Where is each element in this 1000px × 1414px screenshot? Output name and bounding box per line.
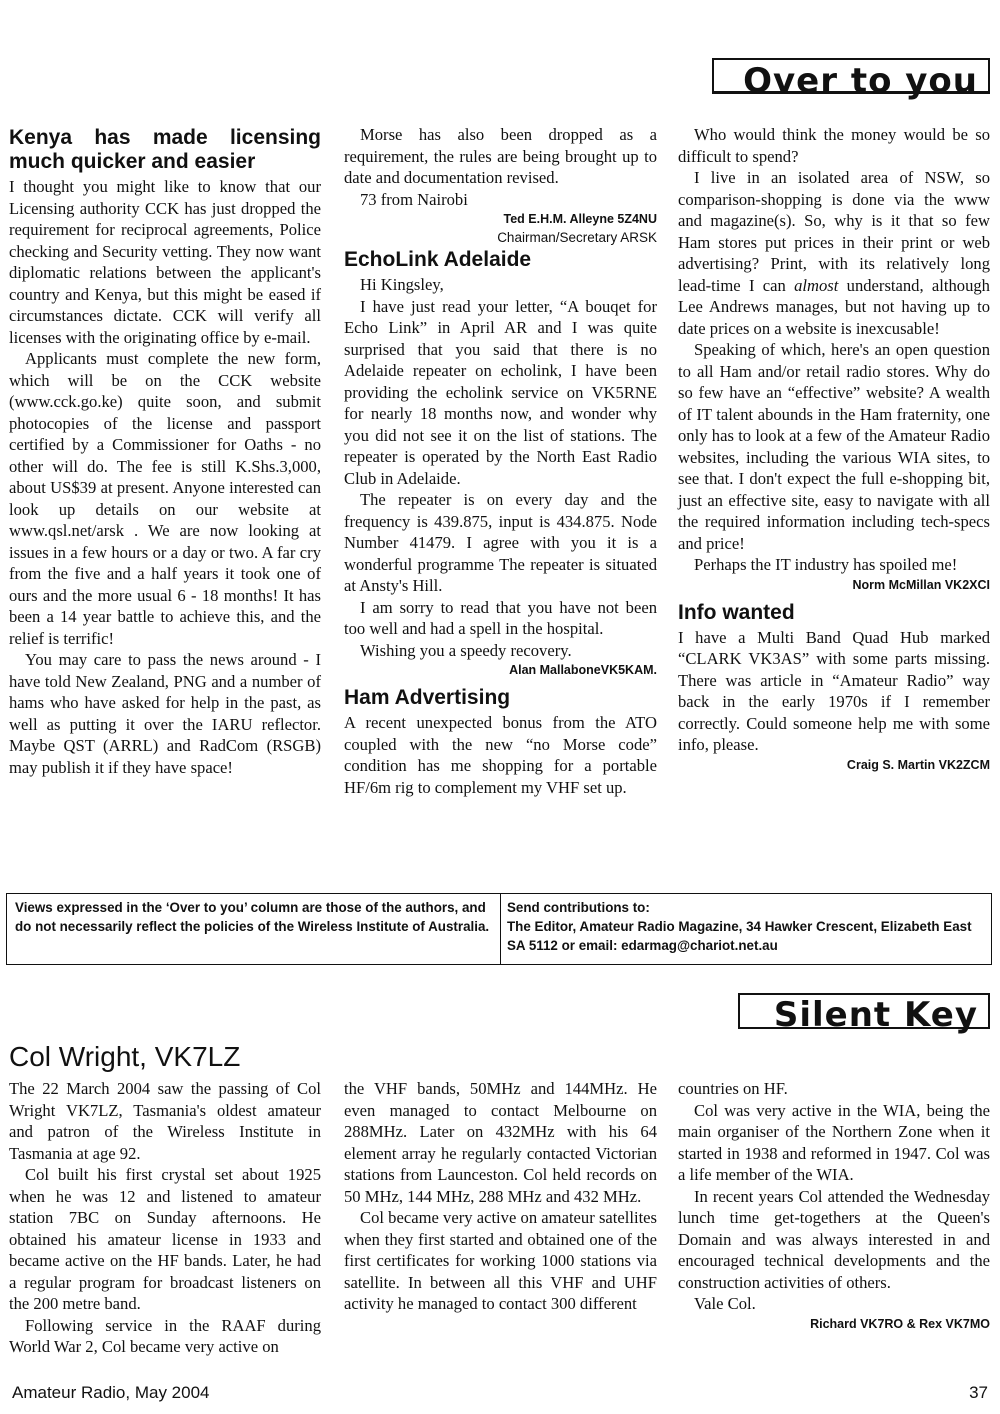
obituary-paragraph-4-start: Col became very active on amateur satellites when they first started and obtained one of the first certificates for working 1000 stations via satellite. In between all this VHF and UHF activity he managed to contact 300 different [344,1208,657,1313]
echolink-paragraph-3: I am sorry to read that you have not been too well and had a spell in the hospital. [344,597,657,638]
obituary-column-1 [9,1078,321,1358]
footer-publication: Amateur Radio, May 2004 [12,1383,210,1402]
contributions-address: The Editor, Amateur Radio Magazine, 34 Hawker Crescent, Elizabeth East SA 5112 or email: edarmag@chariot.net.au [507,919,972,953]
page-number: 37 [969,1383,988,1402]
signature-obituary: Richard VK7RO & Rex VK7MO [810,1316,990,1331]
obituary-title: Col Wright, VK7LZ [9,1041,241,1072]
signature-info-wanted: Craig S. Martin VK2ZCM [846,757,990,772]
ham-paragraph-2: Who would think the money would be so difficult to spend? [678,125,990,166]
heading-ham-advertising: Ham Advertising [344,686,511,709]
signature-kenya-title: Chairman/Secretary ARSK [497,230,657,245]
kenya-paragraph-2: Applicants must complete the new form, which will be on the CCK website (www.cck.go.ke) quite soon, and submit photocopies of the license and passport certified by a Commissioner for Oaths - no other will do. The fee is still K.Shs.3,000, about US$39 at present. Anyone interested can look up details on our website at www.qsl.net/arsk . We are now looking at issues in a few hours or a day or two. A far cry from the five and a half years it took one of ours and the more usual 6 - 18 months! It has been a 14 year battle to achieve this, and the relief is terrific! [9,349,321,648]
echolink-paragraph-4: Wishing you a speedy recovery. [360,640,572,660]
ham-paragraph-3 [678,167,990,339]
obituary-column-2 [344,1078,657,1315]
signature-echolink: Alan MallaboneVK5KAM. [509,663,657,677]
obituary-paragraph-7: Vale Col. [694,1294,756,1313]
heading-kenya: Kenya has made licensing much quicker and easier [9,126,321,173]
signature-ham-advertising: Norm McMillan VK2XCI [852,577,990,592]
ham-paragraph-3-a: I live in an isolated area of NSW, so comparison-shopping is done via the www and magazine(s). So, why is it that so few Ham stores put prices in their print or web advertising? Print, with its relatively long lead-time I can [678,168,990,295]
obituary-paragraph-5: Col was very active in the WIA, being the main organiser of the Northern Zone when it started in 1938 and reformed in 1947. Col was a life member of the WIA. [678,1100,990,1184]
kenya-paragraph-3: You may care to pass the news around - I have told New Zealand, PNG and a number of hams who have asked for help in the past, as well as putting it over the IARU reflector. Maybe QST (ARRL) and RadCom (RSGB) may publish it if they have space! [9,650,321,777]
echolink-salutation: Hi Kingsley, [360,275,444,294]
contributions-info [501,894,991,964]
echolink-paragraph-2: The repeater is on every day and the frequency is 439.875, input is 434.875. Node Number 41479. I agree with you it is a wonderful programme The repeater is situated at Ansty's Hill. [344,490,657,595]
letters-column-2 [344,124,657,798]
ham-paragraph-5: Perhaps the IT industry has spoiled me! [694,555,958,574]
obituary-column-3 [678,1078,990,1334]
obituary-paragraph-1: The 22 March 2004 saw the passing of Col Wright VK7LZ, Tasmania's oldest amateur and patron of the Wireless Institute in Tasmania at age 92. [9,1079,321,1163]
contributions-title: Send contributions to: [507,900,650,915]
obituary-paragraph-2: Col built his first crystal set about 1925 when he was 12 and listened to amateur station 7BC on Sunday afternoons. He obtained his amateur license in 1933 and became active on the HF bands. Later, he had a regular program for broadcast listeners on the 200 metre band. [9,1165,321,1313]
disclaimer-text: Views expressed in the ‘Over to you’ column are those of the authors, and do not necessarily reflect the policies of the Wireless Institute of Australia. [7,894,501,964]
heading-info-wanted: Info wanted [678,600,795,624]
disclaimer-box [6,893,992,965]
echolink-paragraph-1: I have just read your letter, “A bouqet for Echo Link” in April AR and I was quite surprised that you said that there is no Adelaide repeater on echolink, I have been providing the echolink service on VK5RNE for nearly 18 months now, and wonder why you did not see it on the list of stations. The repeater is operated by the North East Radio Club in Adelaide. [344,296,657,488]
info-paragraph-1: I have a Multi Band Quad Hub marked “CLARK VK3AS” with some parts missing. There was article in “Amateur Radio” way back in the early 1970s if I remember correctly. Could someone help me with some info, please. [678,627,990,754]
obituary-paragraph-3-end: the VHF bands, 50MHz and 144MHz. He even managed to contact Melbourne on 288MHz. Later on 432MHz with his 64 element array he regularly contacted Victorian stations from Launceston. Col held records on 50 MHz, 144 MHz, 288 MHz and 432 MHz. [344,1079,657,1206]
section-banner-over-to-you: Over to you [712,58,990,94]
obituary-paragraph-4-end: countries on HF. [678,1079,788,1098]
ham-emphasis-almost: almost [794,275,839,295]
signature-kenya-name: Ted E.H.M. Alleyne 5Z4NU [503,212,657,226]
ham-paragraph-3-b: understand, although Lee Andrews manages, but not having up to date prices on a website is inexcusable! [678,275,990,338]
ham-paragraph-4: Speaking of which, here's an open question to all Ham and/or retail radio stores. Why do so few have an “effective” website? A wealth of IT talent abounds in the Ham fraternity, one only has to look at a few of the Amateur Radio websites, including the various WIA sites, to see that. I don't expect the full e-shopping bit, just an effective site, easy to navigate with all the required information including tech-specs and price! [678,340,990,553]
section-banner-silent-key: Silent Key [738,993,990,1029]
obituary-paragraph-6: In recent years Col attended the Wednesday lunch time get-togethers at the Queen's Domain and was always interested in and encouraged technical developments and the construction activities of others. [678,1186,990,1292]
kenya-paragraph-1: I thought you might like to know that our Licensing authority CCK has just dropped the requirement for reciprocal agreements, Police checking and Security vetting. They now want diplomatic relations between the applicant's country and Kenya, but this might be eased if circumstances dictate. CCK will verify all licenses with the originating office by e-mail. [9,177,321,347]
ham-paragraph-1: A recent unexpected bonus from the ATO coupled with the new “no Morse code” condition has me shopping for a portable HF/6m rig to complement my VHF set up. [344,713,657,797]
heading-echolink: EchoLink Adelaide [344,248,532,271]
letters-column-3 [678,124,990,775]
kenya-paragraph-5: 73 from Nairobi [360,189,468,209]
letters-column-1 [9,124,321,778]
kenya-paragraph-4: Morse has also been dropped as a requirement, the rules are being brought up to date and documentation revised. [344,125,657,187]
obituary-paragraph-3-start: Following service in the RAAF during World War 2, Col became very active on [9,1315,321,1356]
